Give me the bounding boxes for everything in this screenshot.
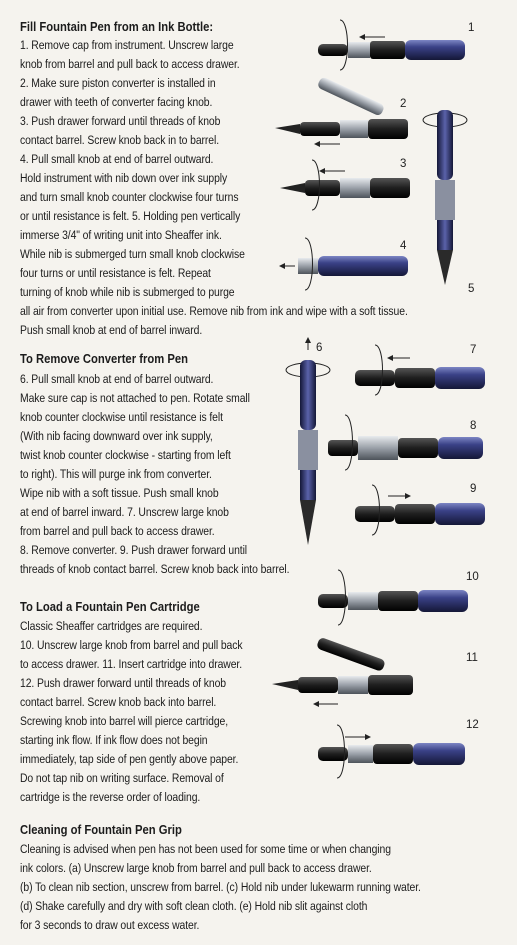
instruction-line: 8. Remove converter. 9. Push drawer forward until: [20, 543, 248, 557]
figure-number-11: 11: [466, 652, 478, 664]
figure-number-10: 10: [466, 571, 479, 583]
instruction-line: (d) Shake carefully and dry with soft clean cloth. (e) Hold nib slit against cloth: [20, 899, 368, 913]
instruction-line: Cleaning is advised when pen has not been used for some time or when changing: [20, 842, 391, 856]
pen-figure-7: [355, 345, 485, 395]
instruction-line: Wipe nib with a soft tissue. Push small knob: [20, 486, 219, 500]
instruction-line: immediately, tap side of pen gently above paper.: [20, 752, 239, 766]
instruction-line: at end of barrel inward. 7. Unscrew large knob: [20, 505, 229, 519]
figure-number-1: 1: [468, 22, 475, 34]
figure-number-2: 2: [400, 98, 407, 110]
instruction-line: 3. Push drawer forward until threads of knob: [20, 114, 221, 128]
instruction-line: immerse 3/4" of writing unit into Sheaffer ink.: [20, 228, 222, 242]
instruction-line: 1. Remove cap from instrument. Unscrew large: [20, 38, 234, 52]
figure-number-4: 4: [400, 240, 407, 252]
section-title-fill-from-bottle: Fill Fountain Pen from an Ink Bottle:: [20, 20, 214, 34]
instruction-line: to right). This will purge ink from converter.: [20, 467, 212, 481]
pen-figure-12: [318, 725, 465, 778]
instruction-line: turning of knob while nib is submerged to purge: [20, 285, 235, 299]
instruction-line: drawer with teeth of converter facing knob.: [20, 95, 213, 109]
instruction-line: contact barrel. Screw knob back in to barrel.: [20, 133, 220, 147]
pen-figure-5: [423, 110, 467, 285]
instruction-line: cartridge is the reverse order of loading.: [20, 790, 201, 804]
section-title-load-cartridge: To Load a Fountain Pen Cartridge: [20, 600, 200, 614]
instruction-line: or until resistance is felt. 5. Holding pen vertically: [20, 209, 241, 223]
instruction-line: Classic Sheaffer cartridges are required.: [20, 619, 203, 633]
instruction-line: from barrel and pull back to access drawer.: [20, 524, 215, 538]
instruction-line: Do not tap nib on writing surface. Removal of: [20, 771, 224, 785]
pen-figure-8: [328, 415, 483, 470]
instruction-line: for 3 seconds to draw out excess water.: [20, 918, 200, 932]
instruction-line: starting ink flow. If ink flow does not begin: [20, 733, 208, 747]
figure-number-8: 8: [470, 420, 477, 432]
instruction-line: While nib is submerged turn small knob clockwise: [20, 247, 245, 261]
instruction-line: 4. Pull small knob at end of barrel outward.: [20, 152, 214, 166]
instruction-line: 12. Push drawer forward until threads of knob: [20, 676, 226, 690]
pen-figure-11: [272, 637, 413, 704]
pen-figure-1: [318, 20, 465, 70]
instruction-line: all air from converter upon initial use. Remove nib from ink and wipe with a soft tissue.: [20, 304, 408, 318]
pen-figure-4: [280, 238, 408, 290]
instruction-line: 6. Pull small knob at end of barrel outward.: [20, 372, 214, 386]
figure-number-6: 6: [316, 342, 323, 354]
instruction-line: Screwing knob into barrel will pierce cartridge,: [20, 714, 229, 728]
instruction-line: and turn small knob counter clockwise four turns: [20, 190, 239, 204]
instruction-line: twist knob counter clockwise - starting from left: [20, 448, 231, 462]
instruction-line: (b) To clean nib section, unscrew from barrel. (c) Hold nib under lukewarm running water.: [20, 880, 421, 894]
instruction-line: ink colors. (a) Unscrew large knob from barrel and pull back to access drawer.: [20, 861, 372, 875]
section-title-cleaning-grip: Cleaning of Fountain Pen Grip: [20, 823, 182, 837]
section-title-remove-converter: To Remove Converter from Pen: [20, 352, 188, 366]
instruction-line: four turns or until resistance is felt. Repeat: [20, 266, 211, 280]
pen-figure-3: [280, 160, 410, 210]
instruction-line: Push small knob at end of barrel inward.: [20, 323, 203, 337]
pen-figure-6: [286, 338, 330, 545]
pen-figure-2: [275, 76, 408, 144]
instruction-line: 2. Make sure piston converter is installed in: [20, 76, 216, 90]
instruction-line: (With nib facing downward over ink supply,: [20, 429, 213, 443]
figure-number-9: 9: [470, 483, 477, 495]
instruction-line: knob from barrel and pull back to access drawer.: [20, 57, 240, 71]
figure-number-12: 12: [466, 719, 479, 731]
instruction-line: threads of knob contact barrel. Screw knob back into barrel.: [20, 562, 290, 576]
instruction-line: Hold instrument with nib down over ink supply: [20, 171, 228, 185]
pen-figure-10: [318, 570, 468, 625]
instruction-line: contact barrel. Screw knob back into barrel.: [20, 695, 217, 709]
instruction-line: to access drawer. 11. Insert cartridge into drawer.: [20, 657, 243, 671]
figure-number-7: 7: [470, 344, 477, 356]
instruction-line: 10. Unscrew large knob from barrel and pull back: [20, 638, 243, 652]
instruction-line: Make sure cap is not attached to pen. Rotate small: [20, 391, 250, 405]
figure-number-3: 3: [400, 158, 407, 170]
figure-number-5: 5: [468, 283, 475, 295]
pen-figure-9: [355, 485, 485, 535]
instruction-line: knob counter clockwise until resistance is felt: [20, 410, 223, 424]
